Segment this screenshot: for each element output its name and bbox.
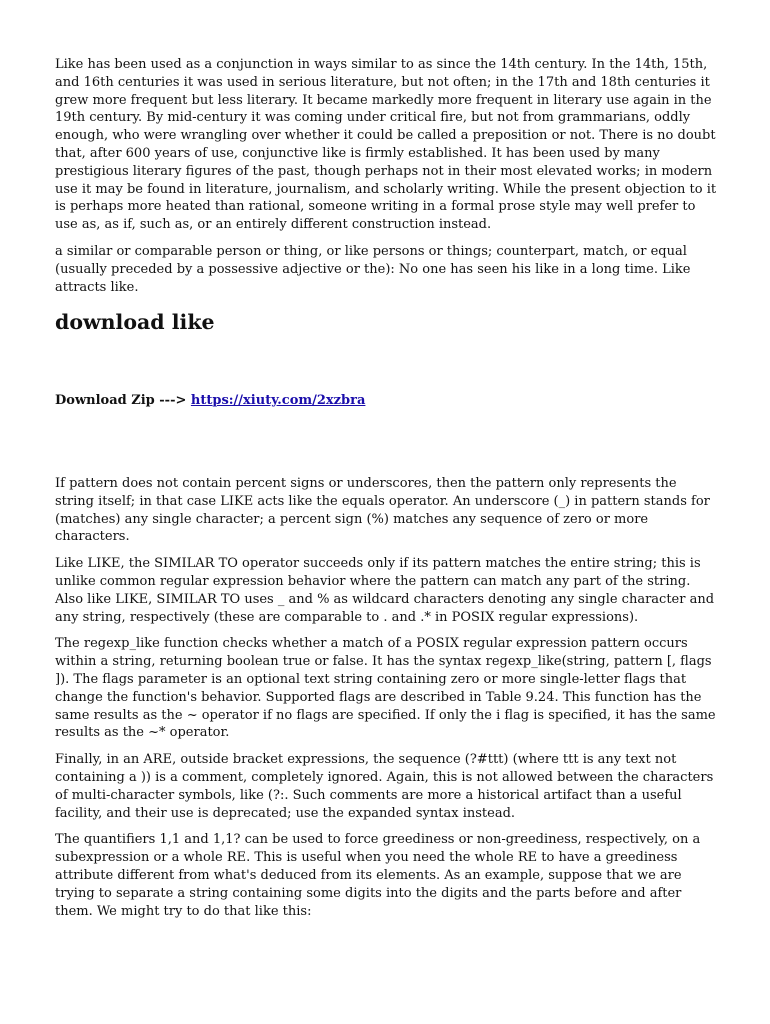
- download-line: [55, 392, 365, 410]
- download-link[interactable]: https://xiuty.com/2xzbra: [190, 393, 366, 408]
- intro-paragraph-conjunction: Like has been used as a conjunction in ways similar to as since the 14th century. In the 14th, 15th, and 16th centuries it was used in serious literature, but not often; in the 17th and 18th centuries it grew more frequent but less literary. It became markedly more frequent in literary use again in the 19th century. By mid-century it was coming under critical fire, but not from grammarians, oddly enough, who were wrangling over whether it could be called a preposition or not. There is no doubt that, after 600 years of use, conjunctive like is firmly established. It has been used by many prestigious literary figures of the past, though perhaps not in their most elevated works; in modern use it may be found in literature, journalism, and scholarly writing. While the present objection to it is perhaps more heated than rational, someone writing in a formal prose style may well prefer to use as, as if, such as, or an entirely different construction instead.: [55, 57, 717, 233]
- document-page: [55, 56, 717, 919]
- paragraph-like-pattern: If pattern does not contain percent signs or underscores, then the pattern only represents the string itself; in that case LIKE acts like the equals operator. An underscore (_) in pattern stands for (matches) any single character; a percent sign (%) matches any sequence of zero or more characters.: [55, 476, 710, 545]
- intro-paragraph-noun-definition: a similar or comparable person or thing, or like persons or things; counterpart, match, or equal (usually preceded by a possessive adjective or the): No one has seen his like in a long time. Like attracts like.: [55, 243, 691, 295]
- paragraph-regexp-like: The regexp_like function checks whether a match of a POSIX regular expression pattern occurs within a string, returning boolean true or false. It has the syntax regexp_like(string, pattern [, flags ]). The flags parameter is an optional text string containing zero or more single-letter flags that change the function's behavior. Supported flags are described in Table 9.24. This function has the same results as the ~ operator if no flags are specified. If only the i flag is specified, it has the same results as the ~* operator.: [55, 636, 716, 741]
- section-heading: download like: [55, 310, 215, 335]
- body-section: [55, 475, 717, 929]
- paragraph-quantifiers: The quantifiers 1,1 and 1,1? can be used to force greediness or non-greediness, respectively, on a subexpression or a whole RE. This is useful when you need the whole RE to have a greediness attribute different from what's deduced from its elements. As an example, suppose that we are trying to separate a string containing some digits into the digits and the parts before and after them. We might try to do that like this:: [55, 832, 701, 919]
- download-label: Download Zip --->: [55, 393, 187, 408]
- paragraph-similar-to: Like LIKE, the SIMILAR TO operator succeeds only if its pattern matches the entire string; this is unlike common regular expression behavior where the pattern can match any part of the string. Also like LIKE, SIMILAR TO uses _ and % as wildcard characters denoting any single character and any string, respectively (these are comparable to . and .* in POSIX regular expressions).: [55, 556, 715, 625]
- paragraph-are-comments: Finally, in an ARE, outside bracket expressions, the sequence (?#ttt) (where ttt is any text not containing a )) is a comment, completely ignored. Again, this is not allowed between the characters of multi-character symbols, like (?:. Such comments are more a historical artifact than a useful facility, and their use is deprecated; use the expanded syntax instead.: [55, 752, 714, 821]
